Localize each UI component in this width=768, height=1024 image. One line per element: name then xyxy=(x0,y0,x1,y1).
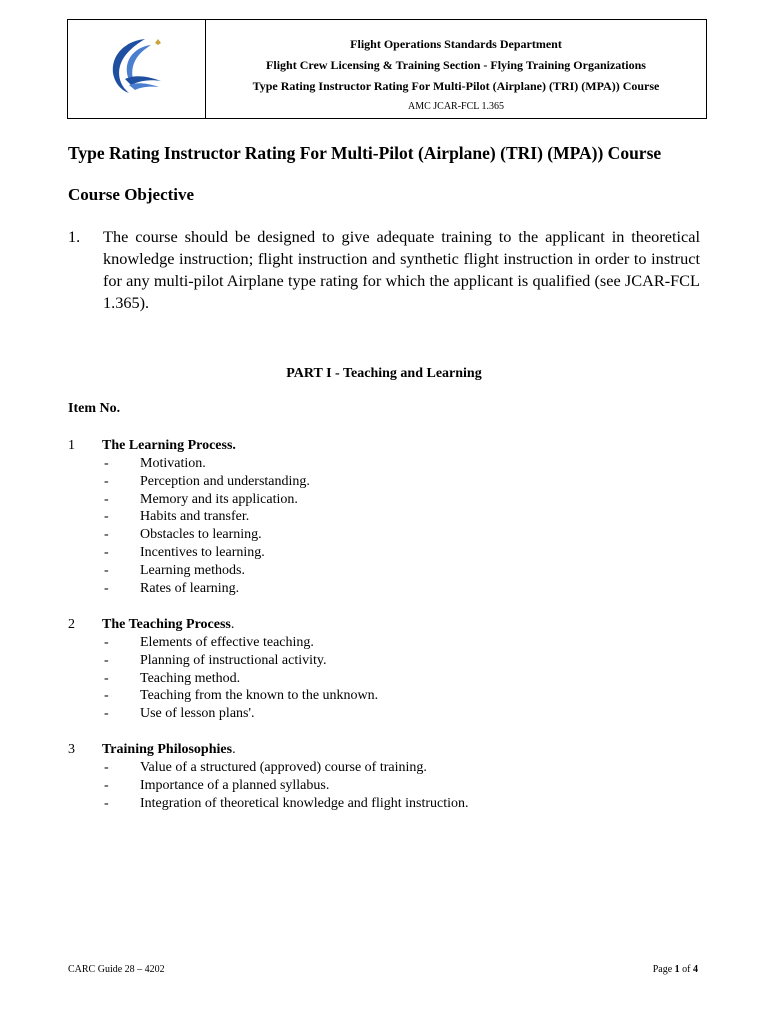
list-item: - Integration of theoretical knowledge and flight instruction. xyxy=(104,795,469,811)
course-objective-heading: Course Objective xyxy=(68,185,195,204)
logo-cell xyxy=(68,20,206,118)
section-learning-process xyxy=(68,437,708,597)
section-title: The Learning Process. xyxy=(102,438,236,453)
list-item: - Motivation. xyxy=(104,456,206,471)
list-item: - Use of lesson plans'. xyxy=(104,706,255,722)
list-item: - Obstacles to learning. xyxy=(104,527,262,543)
objective-paragraph xyxy=(68,226,700,314)
objective-text: The course should be designed to give adequate training to the applicant in theoretical knowledge instruction; flight instruction and synthetic flight instruction in order to instruct for any multi-pilot Airplane type rating for which the applicant is qualified (see JCAR-FCL 1.365). xyxy=(103,227,700,312)
header-department: Flight Operations Standards Department xyxy=(350,37,562,51)
list-item: - Planning of instructional activity. xyxy=(104,652,327,668)
section-teaching-process xyxy=(68,616,708,723)
part-title: PART I - Teaching and Learning xyxy=(286,366,482,381)
item-no-label: Item No. xyxy=(68,401,121,416)
header-section: Flight Crew Licensing & Training Section - Flying Training Organizations xyxy=(266,58,646,72)
document-title: Type Rating Instructor Rating For Multi-Pilot (Airplane) (TRI) (MPA)) Course xyxy=(68,143,662,163)
list-item: - Learning methods. xyxy=(104,562,245,578)
objective-number: 1. xyxy=(68,227,81,246)
list-item: - Value of a structured (approved) course of training. xyxy=(104,760,427,775)
list-item: - Rates of learning. xyxy=(104,580,240,596)
list-item: - Incentives to learning. xyxy=(104,544,265,560)
list-item: - Memory and its application. xyxy=(104,491,298,507)
header-text xyxy=(206,20,706,118)
section-training-philosophies xyxy=(68,741,708,812)
list-item: - Habits and transfer. xyxy=(104,509,250,525)
section-title: Training Philosophies xyxy=(102,742,233,757)
section-number: 1 xyxy=(68,438,75,453)
section-number: 2 xyxy=(68,617,75,632)
footer-page-number: Page 1 of 4 xyxy=(652,964,698,975)
header-course: Type Rating Instructor Rating For Multi-Pilot (Airplane) (TRI) (MPA)) Course xyxy=(252,79,660,93)
footer-guide: CARC Guide 28 – 4202 xyxy=(68,964,165,975)
section-title: The Teaching Process xyxy=(102,617,231,632)
section-title-suffix: . xyxy=(232,742,236,757)
list-item: - Importance of a planned syllabus. xyxy=(104,777,330,793)
section-number: 3 xyxy=(68,742,75,757)
list-item: - Teaching method. xyxy=(104,670,241,686)
list-item: - Perception and understanding. xyxy=(104,473,310,489)
header-box xyxy=(67,19,707,119)
carc-logo-icon xyxy=(105,35,169,103)
list-item: - Teaching from the known to the unknown. xyxy=(104,688,379,704)
list-item: - Elements of effective teaching. xyxy=(104,635,314,650)
header-amc: AMC JCAR-FCL 1.365 xyxy=(407,101,505,112)
section-title-suffix: . xyxy=(230,617,235,632)
